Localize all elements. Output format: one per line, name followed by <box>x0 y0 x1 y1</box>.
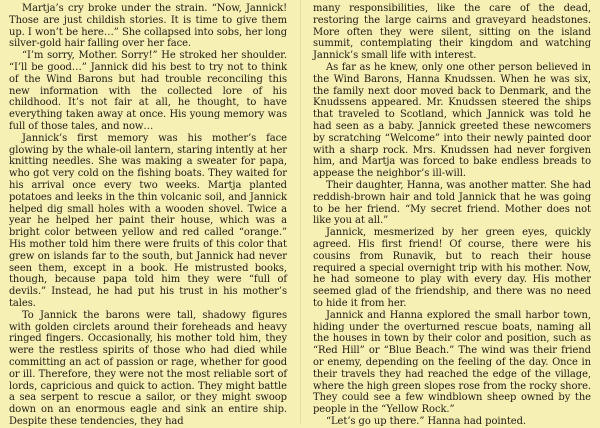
right-paragraph-1: many responsibilities, like the care of the dead, restoring the large cairns and graveyard headstones. More often they were silent, sitting on the island summit, contemplating their kingdom and watching Jannick’s small life with interest. <box>313 3 591 62</box>
right-paragraph-6: “Let’s go up there.” Hanna had pointed. <box>326 415 526 427</box>
left-paragraph-2: “I’m sorry, Mother. Sorry!” He stroked her shoulder. “I’ll be good…” Jannick did his best to try not to think of the Wind Barons but had trouble reconciling this new information with the collected lore of his childhood. It’s not fair at all, he thought, to have everything taken away at once. His young memory was full of those tales, and now… <box>9 50 287 132</box>
page-gutter <box>300 0 301 424</box>
right-paragraph-4: Jannick, mesmerized by her green eyes, quickly agreed. His first friend! Of course, there were his cousins from Runavik, but to reach their house required a special overnight trip with his mother. Now, he had someone to play with every day. His mother seemed glad of the friendship, and there was no need to hide it from her. <box>313 227 591 309</box>
left-paragraph-4: To Jannick the barons were tall, shadowy figures with golden circlets around their foreheads and heavy ringed fingers. Occasionally, his mother told him, they were the restless spirits of those who had died while committing an act of passion or rage, whether for good or ill. Therefore, they were not the most reliable sort of lords, capricious and quick to action. They might battle a sea serpent to rescue a sailor, or they might swoop down on an enormous eagle and sink an entire ship. Despite these tendencies, they had <box>9 309 287 427</box>
right-paragraph-2: As far as he knew, only one other person believed in the Wind Barons, Hanna Knudssen. When he was six, the family next door moved back to Denmark, and the Knudssens appeared. Mr. Knudssen steered the ships that traveled to Scotland, which Jannick was told he had seen as a baby. Jannick greeted these newcomers by scratching “Welcome” into their newly painted door with a sharp rock. Mrs. Knudssen had never forgiven him, and Martja was forced to bake endless breads to appease the neighbor’s ill-will. <box>313 61 591 180</box>
left-paragraph-1: Martja’s cry broke under the strain. “Now, Jannick! Those are just childish stories. It is time to give them up. I won’t be here…” She collapsed into sobs, her long silver-gold hair falling over her face. <box>9 3 287 50</box>
left-paragraph-3: Jannick’s first memory was his mother’s face glowing by the whale-oil lantern, staring intently at her knitting needles. She was making a sweater for papa, who got very cold on the fishing boats. They waited for his arrival once every two weeks. Martja planted potatoes and leeks in the thin volcanic soil, and Jannick helped dig small holes with a wooden shovel. Twice a year he helped her paint their house, which was a bright color between yellow and red called “orange.” His mother told him there were fruits of this color that grew on islands far to the south, but Jannick had never seen them, except in a book. He mistrusted books, though, because papa told him they were “full of devils.” Instead, he had put his trust in his mother’s tales. <box>9 132 287 309</box>
right-paragraph-3: Their daughter, Hanna, was another matter. She had reddish-brown hair and told Jannick that he was going to be her friend. “My secret friend. Mother does not like you at all.” <box>313 179 591 227</box>
right-page <box>313 3 591 428</box>
right-paragraph-5: Jannick and Hanna explored the small harbor town, hiding under the overturned rescue boats, naming all the houses in town by their color and position, such as “Red Hill” or “Blue Beach.” The wind was their friend or enemy, depending on the feeling of the day. Once in their travels they had reached the edge of the village, where the high green slopes rose from the rocky shore. They could see a few windblown sheep owned by the people in the “Yellow Rock.” <box>313 309 591 416</box>
left-page <box>9 3 287 428</box>
